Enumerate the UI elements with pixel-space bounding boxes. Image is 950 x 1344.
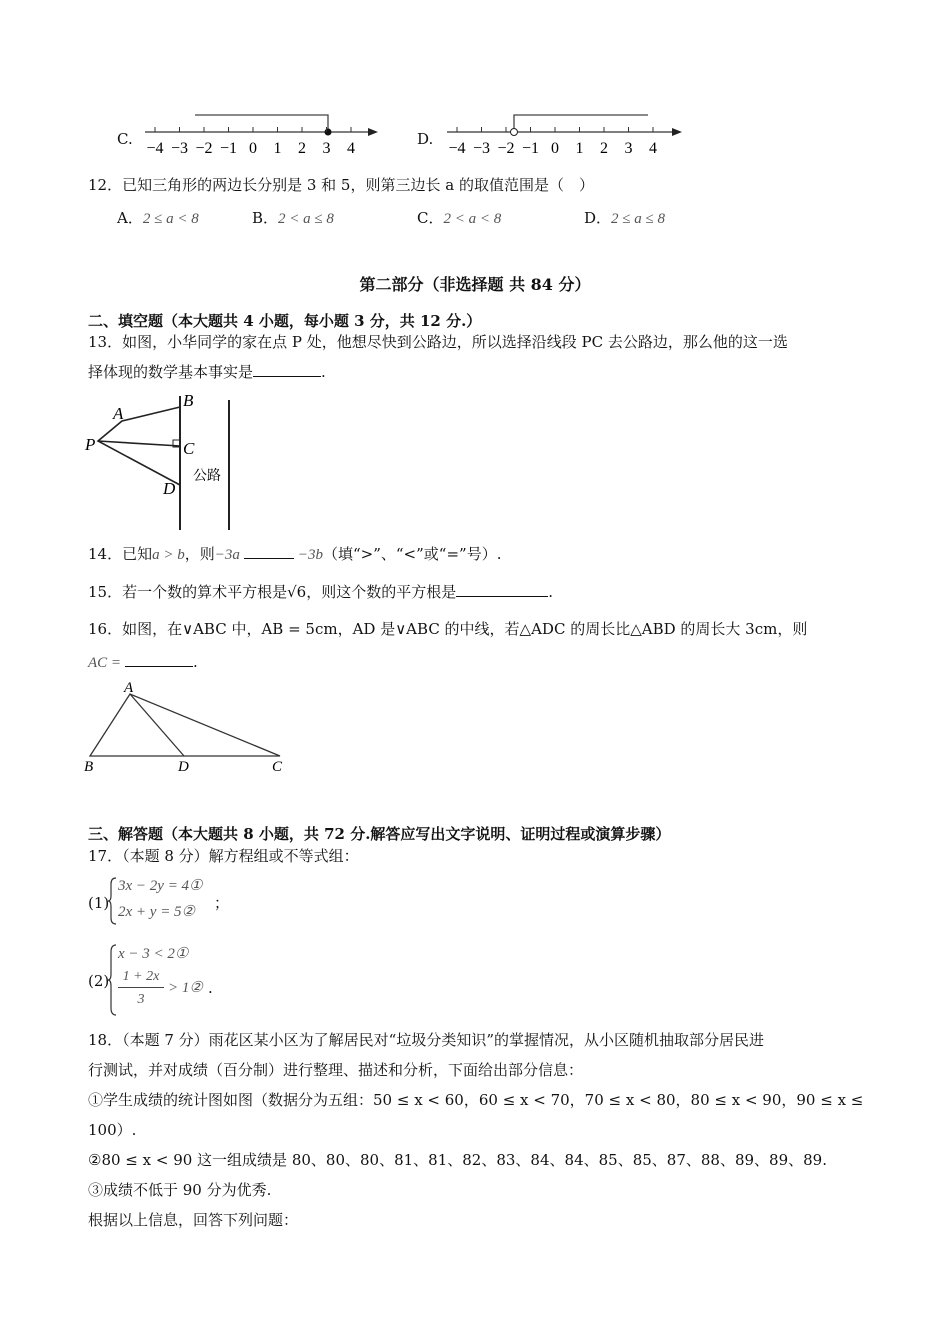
option-label: B． <box>252 209 279 227</box>
label-c: C <box>272 759 283 775</box>
q18-line5: ③成绩不低于 90 分为优秀. <box>88 1181 272 1199</box>
q17-part1-label: (1) <box>88 894 110 912</box>
q13-figure <box>80 388 250 538</box>
number-line-c <box>140 108 390 158</box>
q12-stem: 12．已知三角形的两边长分别是 3 和 5，则第三边长 a 的取值范围是（ ） <box>88 176 594 194</box>
q12-option-c[interactable] <box>417 209 501 228</box>
q12-option-d[interactable] <box>584 209 665 228</box>
tick-label: −3 <box>170 140 189 157</box>
q18 <box>88 1025 888 1235</box>
q12-option-a[interactable] <box>117 209 199 228</box>
tick-label: 4 <box>649 140 657 157</box>
q16-line2 <box>88 652 198 672</box>
option-label: C． <box>417 209 444 227</box>
tick-label: −2 <box>497 140 515 157</box>
q16-figure <box>80 680 300 775</box>
fraction-denominator: 3 <box>137 992 145 1007</box>
option-math: 2 < a ≤ 8 <box>278 211 334 227</box>
tick-label: 1 <box>575 140 584 157</box>
tick-label: −4 <box>448 140 466 157</box>
q13-text: 择体现的数学基本事实是 <box>88 363 254 381</box>
q13-line2 <box>88 362 326 381</box>
tick-label: 3 <box>624 140 633 157</box>
label-a: A <box>124 680 134 696</box>
number-line-d <box>442 108 692 158</box>
inequality-2-rest: > 1② <box>168 980 203 996</box>
equation-2: 2x + y = 5② <box>118 904 196 920</box>
fraction-bar <box>118 987 164 988</box>
tick-label: 3 <box>322 140 331 157</box>
label-a: A <box>113 404 124 423</box>
tick-label: −2 <box>195 140 213 157</box>
q13-line1: 13．如图，小华同学的家在点 P 处，他想尽快到公路边，所以选择沿线段 PC 去公路边，那么他的这一选 <box>88 333 788 351</box>
answer-blank[interactable] <box>253 362 321 377</box>
answer-blank[interactable] <box>456 582 548 597</box>
label-road: 公路 <box>193 468 221 484</box>
fraction-numerator: 1 + 2x <box>122 969 160 984</box>
section2-title: 二、填空题（本大题共 4 小题，每小题 3 分，共 12 分.） <box>88 312 482 330</box>
option-label: D． <box>584 209 612 227</box>
brace <box>108 943 118 1017</box>
option-c-label: C. <box>117 130 133 148</box>
math: a > b <box>152 547 185 563</box>
semicolon: ； <box>214 894 230 912</box>
tick-label: 0 <box>249 140 257 157</box>
period: . <box>208 979 213 997</box>
part2-title: 第二部分（非选择题 共 84 分） <box>359 275 591 294</box>
tick-label: −1 <box>521 140 540 157</box>
q14-text: 14．已知 <box>88 545 153 563</box>
period: . <box>193 653 198 671</box>
q18-line6: 根据以上信息，回答下列问题： <box>88 1211 299 1229</box>
answer-blank[interactable] <box>125 652 193 667</box>
q14-text: ，则 <box>184 545 215 563</box>
q14 <box>88 544 501 564</box>
period: . <box>548 583 553 601</box>
math: −3a <box>214 547 240 563</box>
q18-line4: ②80 ≤ x < 90 这一组成绩是 80、80、80、81、81、82、83、84、84、85、85、87、88、89、89、89. <box>88 1151 827 1169</box>
option-math: 2 ≤ a < 8 <box>142 211 199 227</box>
q15-text: 15．若一个数的算术平方根是 <box>88 583 288 601</box>
q16-line1: 16．如图，在∨ABC 中，AB = 5cm，AD 是∨ABC 的中线，若△ADC 的周长比△ABD 的周长大 3cm，则 <box>88 620 808 638</box>
tick-label: −4 <box>146 140 164 157</box>
q18-line3: ①学生成绩的统计图如图（数据分为五组：50 ≤ x < 60，60 ≤ x < 70，70 ≤ x < 80，80 ≤ x < 90，90 ≤ x ≤ 100）. <box>88 1091 864 1139</box>
label-c: C <box>183 439 195 458</box>
math: −3b <box>297 547 323 563</box>
label-p: P <box>85 435 96 454</box>
brace <box>108 876 118 926</box>
section3-title: 三、解答题（本大题共 8 小题，共 72 分.解答应写出文字说明、证明过程或演算步骤） <box>88 825 671 843</box>
option-math: 2 ≤ a ≤ 8 <box>611 211 665 227</box>
label-b: B <box>183 391 194 410</box>
tick-label: 2 <box>298 140 306 157</box>
math: AC = <box>88 655 122 671</box>
q14-text: （填“>”、“<”或“=”号）. <box>322 545 502 563</box>
option-label: A． <box>117 209 143 227</box>
equation-1: 3x − 2y = 4① <box>118 878 203 894</box>
tick-label: 1 <box>273 140 282 157</box>
q15 <box>88 582 553 601</box>
q17-stem: 17．（本题 8 分）解方程组或不等式组： <box>88 847 359 865</box>
q18-line1: 18．（本题 7 分）雨花区某小区为了解居民对“垃圾分类知识”的掌握情况，从小区随机抽取部分居民进 <box>88 1031 765 1049</box>
tick-label: 2 <box>600 140 608 157</box>
option-math: 2 < a < 8 <box>443 211 502 227</box>
period: . <box>321 363 326 381</box>
tick-label: −1 <box>219 140 238 157</box>
q17-part2-label: (2) <box>88 972 110 990</box>
label-d: D <box>178 759 189 775</box>
label-b: B <box>84 759 94 775</box>
label-d: D <box>163 479 176 498</box>
tick-label: −3 <box>472 140 491 157</box>
option-d-label: D. <box>417 130 434 148</box>
q15-text: ，则这个数的平方根是 <box>306 583 457 601</box>
math: √6 <box>287 583 307 601</box>
inequality-1: x − 3 < 2① <box>118 946 189 962</box>
answer-blank[interactable] <box>244 544 294 559</box>
tick-label: 4 <box>347 140 355 157</box>
q18-line2: 行测试，并对成绩（百分制）进行整理、描述和分析，下面给出部分信息： <box>88 1061 584 1079</box>
tick-label: 0 <box>551 140 559 157</box>
q12-option-b[interactable] <box>252 209 334 228</box>
